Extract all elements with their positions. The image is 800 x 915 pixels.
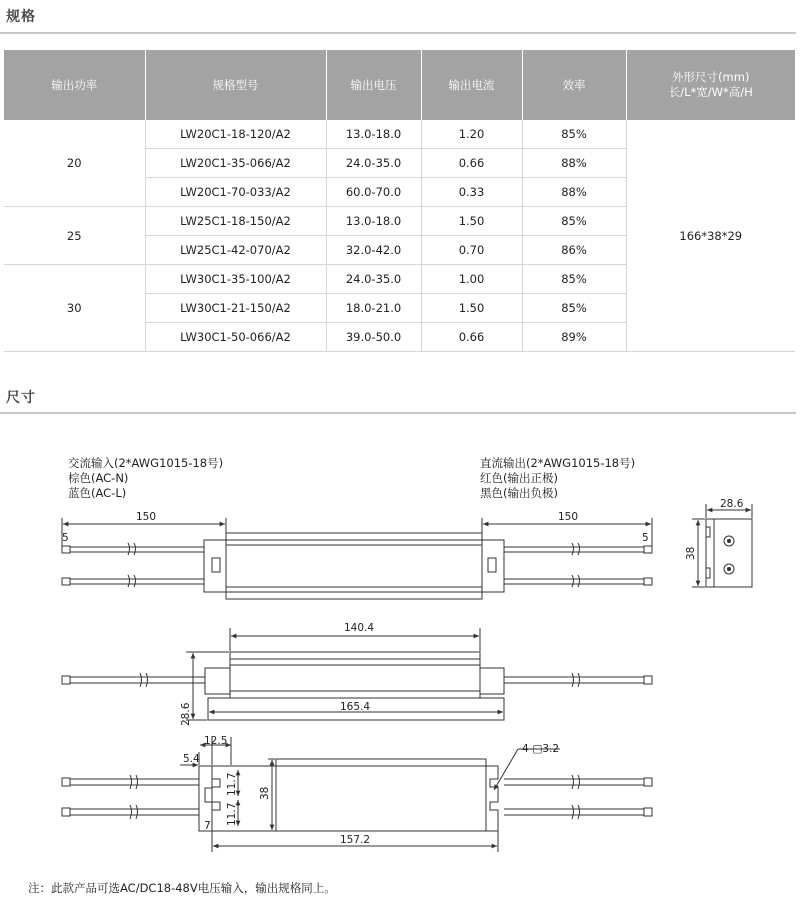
output-black-label: 黑色(输出负极) bbox=[480, 486, 558, 500]
current-cell: 1.20 bbox=[421, 120, 522, 149]
voltage-cell: 18.0-21.0 bbox=[326, 294, 421, 323]
output-red-label: 红色(输出正极) bbox=[480, 471, 558, 485]
header-voltage: 输出电压 bbox=[326, 50, 421, 120]
model-cell: LW30C1-35-100/A2 bbox=[145, 265, 326, 294]
bottom-view bbox=[62, 735, 652, 852]
efficiency-cell: 85% bbox=[522, 120, 626, 149]
footnote: 注：此款产品可选AC/DC18-48V电压输入，输出规格同上。 bbox=[28, 881, 336, 895]
dim-bottom-height: 38 bbox=[259, 786, 271, 800]
current-cell: 0.33 bbox=[421, 178, 522, 207]
dim-strip-right: 5 bbox=[642, 532, 649, 544]
efficiency-cell: 89% bbox=[522, 323, 626, 352]
header-size-line2: 长/L*宽/W*高/H bbox=[668, 85, 753, 99]
dim-side-height: 28.6 bbox=[180, 702, 192, 726]
dim-slot-top: 11.7 bbox=[226, 772, 238, 796]
side-view bbox=[62, 622, 652, 726]
dim-slot-bottom: 11.7 bbox=[226, 802, 238, 826]
dim-body-length: 140.4 bbox=[344, 622, 375, 634]
power-cell: 30 bbox=[4, 265, 145, 352]
current-cell: 0.70 bbox=[421, 236, 522, 265]
top-view bbox=[62, 511, 652, 599]
efficiency-cell: 86% bbox=[522, 236, 626, 265]
dim-lead-right: 150 bbox=[558, 511, 579, 523]
input-brown-label: 棕色(AC-N) bbox=[68, 471, 129, 485]
current-cell: 0.66 bbox=[421, 149, 522, 178]
dim-lead-left: 150 bbox=[136, 511, 157, 523]
power-cell: 20 bbox=[4, 120, 145, 207]
efficiency-cell: 85% bbox=[522, 207, 626, 236]
efficiency-cell: 88% bbox=[522, 178, 626, 207]
voltage-cell: 60.0-70.0 bbox=[326, 178, 421, 207]
voltage-cell: 24.0-35.0 bbox=[326, 265, 421, 294]
header-model: 规格型号 bbox=[145, 50, 326, 120]
dim-hole-spacing: 157.2 bbox=[340, 834, 371, 846]
dim-tab-small: 5.4 bbox=[183, 753, 200, 765]
efficiency-cell: 88% bbox=[522, 149, 626, 178]
current-cell: 1.00 bbox=[421, 265, 522, 294]
current-cell: 1.50 bbox=[421, 207, 522, 236]
header-efficiency: 效率 bbox=[522, 50, 626, 120]
output-label: 直流输出(2*AWG1015-18号) bbox=[480, 456, 636, 470]
model-cell: LW20C1-18-120/A2 bbox=[145, 120, 326, 149]
dim-strip-left: 5 bbox=[62, 532, 69, 544]
dim-base-length: 165.4 bbox=[340, 701, 371, 713]
end-view bbox=[685, 498, 752, 587]
voltage-cell: 32.0-42.0 bbox=[326, 236, 421, 265]
voltage-cell: 39.0-50.0 bbox=[326, 323, 421, 352]
efficiency-cell: 85% bbox=[522, 265, 626, 294]
current-cell: 1.50 bbox=[421, 294, 522, 323]
dim-slot-7: 7 bbox=[204, 820, 211, 832]
efficiency-cell: 85% bbox=[522, 294, 626, 323]
model-cell: LW30C1-21-150/A2 bbox=[145, 294, 326, 323]
header-power: 输出功率 bbox=[4, 50, 145, 120]
voltage-cell: 13.0-18.0 bbox=[326, 120, 421, 149]
input-label: 交流输入(2*AWG1015-18号) bbox=[68, 456, 224, 470]
dim-end-width: 28.6 bbox=[720, 498, 744, 510]
model-cell: LW25C1-42-070/A2 bbox=[145, 236, 326, 265]
model-cell: LW30C1-50-066/A2 bbox=[145, 323, 326, 352]
dim-section-title: 尺寸 bbox=[6, 390, 36, 406]
model-cell: LW20C1-35-066/A2 bbox=[145, 149, 326, 178]
dim-holes: 4-□3.2 bbox=[522, 743, 560, 755]
dim-end-height: 38 bbox=[685, 546, 697, 560]
current-cell: 0.66 bbox=[421, 323, 522, 352]
input-blue-label: 蓝色(AC-L) bbox=[68, 486, 127, 500]
size-cell: 166*38*29 bbox=[626, 120, 795, 352]
header-size-line1: 外形尺寸(mm) bbox=[672, 70, 750, 84]
header-current: 输出电流 bbox=[421, 50, 522, 120]
spec-section-title: 规格 bbox=[6, 9, 36, 25]
model-cell: LW20C1-70-033/A2 bbox=[145, 178, 326, 207]
voltage-cell: 13.0-18.0 bbox=[326, 207, 421, 236]
dim-tab: 12.5 bbox=[204, 735, 228, 747]
voltage-cell: 24.0-35.0 bbox=[326, 149, 421, 178]
model-cell: LW25C1-18-150/A2 bbox=[145, 207, 326, 236]
power-cell: 25 bbox=[4, 207, 145, 265]
